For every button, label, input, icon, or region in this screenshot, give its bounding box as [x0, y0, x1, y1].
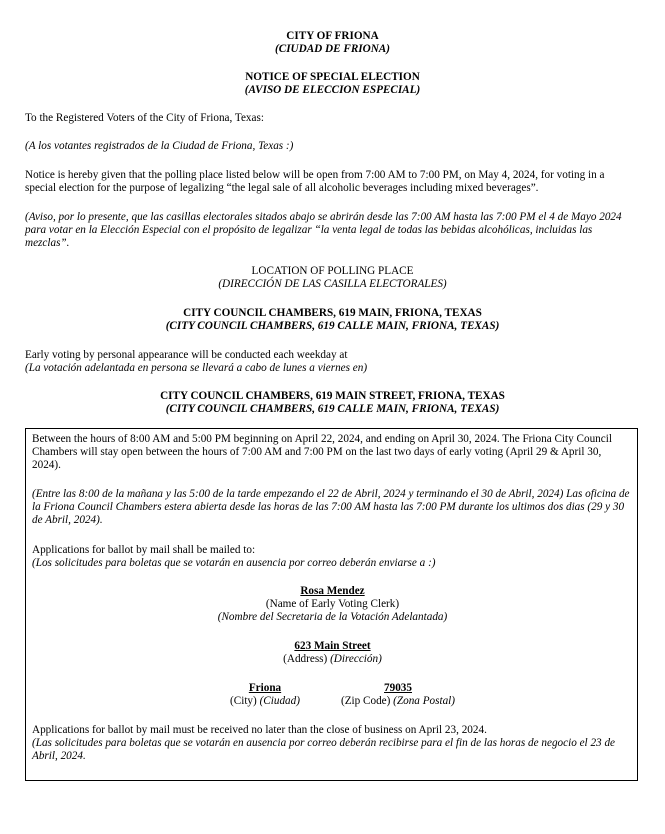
mail-to-text-es: (Los solicitudes para boletas que se votarán en ausencia por correo deberán enviarse a :) — [32, 557, 436, 569]
address-label — [0, 653, 665, 666]
polling-location-es: (CITY COUNCIL CHAMBERS, 619 CALLE MAIN, FRIONA, TEXAS) — [165, 320, 500, 332]
notice-title-es: (AVISO DE ELECCION ESPECIAL) — [244, 84, 421, 96]
city-label-es: (Ciudad) — [259, 695, 300, 707]
city-field — [195, 682, 335, 708]
zip-field — [318, 682, 478, 708]
city-label-en: (City) — [230, 695, 257, 707]
mail-to-text: Applications for ballot by mail shall be mailed to: — [32, 544, 256, 556]
clerk-city: Friona — [248, 682, 282, 694]
zip-label — [318, 695, 478, 708]
polling-location: CITY COUNCIL CHAMBERS, 619 MAIN, FRIONA, TEXAS — [183, 307, 482, 319]
zip-label-es: (Zona Postal) — [393, 695, 456, 707]
early-voting-location: CITY COUNCIL CHAMBERS, 619 MAIN STREET, FRIONA, TEXAS — [160, 390, 505, 402]
salutation-es: (A los votantes registrados de la Ciudad de Friona, Texas :) — [25, 140, 294, 152]
early-voting-hours: Between the hours of 8:00 AM and 5:00 PM beginning on April 22, 2024, and ending on April 30, 2024. The Friona City Council Chambers will stay open between the hours of 7:00 AM and 7:00 PM on the last two days of early voting (April 29 & April 30, 2024). — [32, 433, 612, 471]
early-voting-text: Early voting by personal appearance will be conducted each weekday at — [25, 349, 348, 361]
clerk-label-es: (Nombre del Secretaria de la Votación Adelantada) — [217, 611, 448, 623]
deadline-text: Applications for ballot by mail must be received no later than the close of business on April 23, 2024. — [32, 724, 487, 736]
salutation: To the Registered Voters of the City of Friona, Texas: — [25, 112, 264, 124]
notice-title: NOTICE OF SPECIAL ELECTION — [245, 71, 420, 83]
early-voting-hours-es: (Entre las 8:00 de la mañana y las 5:00 de la tarde empezando el 22 de Abril, 2024 y terminando el 30 de Abril, 2024) Las oficina de la Friona Council Chambers estera abierta desde las horas de las 7:00 AM hasta las 7:00 PM durante los ultimos dos dias (29 y 30 de Abril, 2024). — [32, 488, 630, 526]
early-voting-location-es: (CITY COUNCIL CHAMBERS, 619 CALLE MAIN, FRIONA, TEXAS) — [165, 403, 500, 415]
early-voting-text-es: (La votación adelantada en persona se llevará a cabo de lunes a viernes en) — [25, 362, 368, 374]
clerk-zip: 79035 — [384, 682, 412, 694]
clerk-label: (Name of Early Voting Clerk) — [265, 598, 400, 610]
clerk-address: 623 Main Street — [294, 640, 371, 652]
notice-paragraph: Notice is hereby given that the polling place listed below will be open from 7:00 AM to 7:00 PM, on May 4, 2024, for voting in a special election for the purpose of legalizing “the legal sale of all alcoholic beverages including mixed beverages”. — [25, 169, 605, 194]
city-label — [195, 695, 335, 708]
address-label-en: (Address) — [283, 653, 328, 665]
deadline-text-es: (Las solicitudes para boletas que se votarán en ausencia por correo deberán recibirse para el fin de las horas de negocio el 23 de Abril, 2024. — [32, 737, 616, 762]
polling-heading: LOCATION OF POLLING PLACE — [251, 265, 414, 277]
notice-paragraph-es: (Aviso, por lo presente, que las casillas electorales sitados abajo se abrirán desde las 7:00 AM hasta las 7:00 PM el 4 de Mayo 2024 para votar en la Elección Especial con el propósito de legalizar “la venta legal de todas las bebidas alcohólicas, incluidas las mezclas”. — [25, 211, 622, 249]
zip-label-en: (Zip Code) — [340, 695, 391, 707]
polling-heading-es: (DIRECCIÓN DE LAS CASILLA ELECTORALES) — [218, 278, 447, 290]
clerk-name: Rosa Mendez — [300, 585, 365, 597]
city-name-es: (CIUDAD DE FRIONA) — [275, 43, 390, 55]
address-label-es: (Dirección) — [330, 653, 382, 665]
city-name: CITY OF FRIONA — [286, 30, 379, 42]
